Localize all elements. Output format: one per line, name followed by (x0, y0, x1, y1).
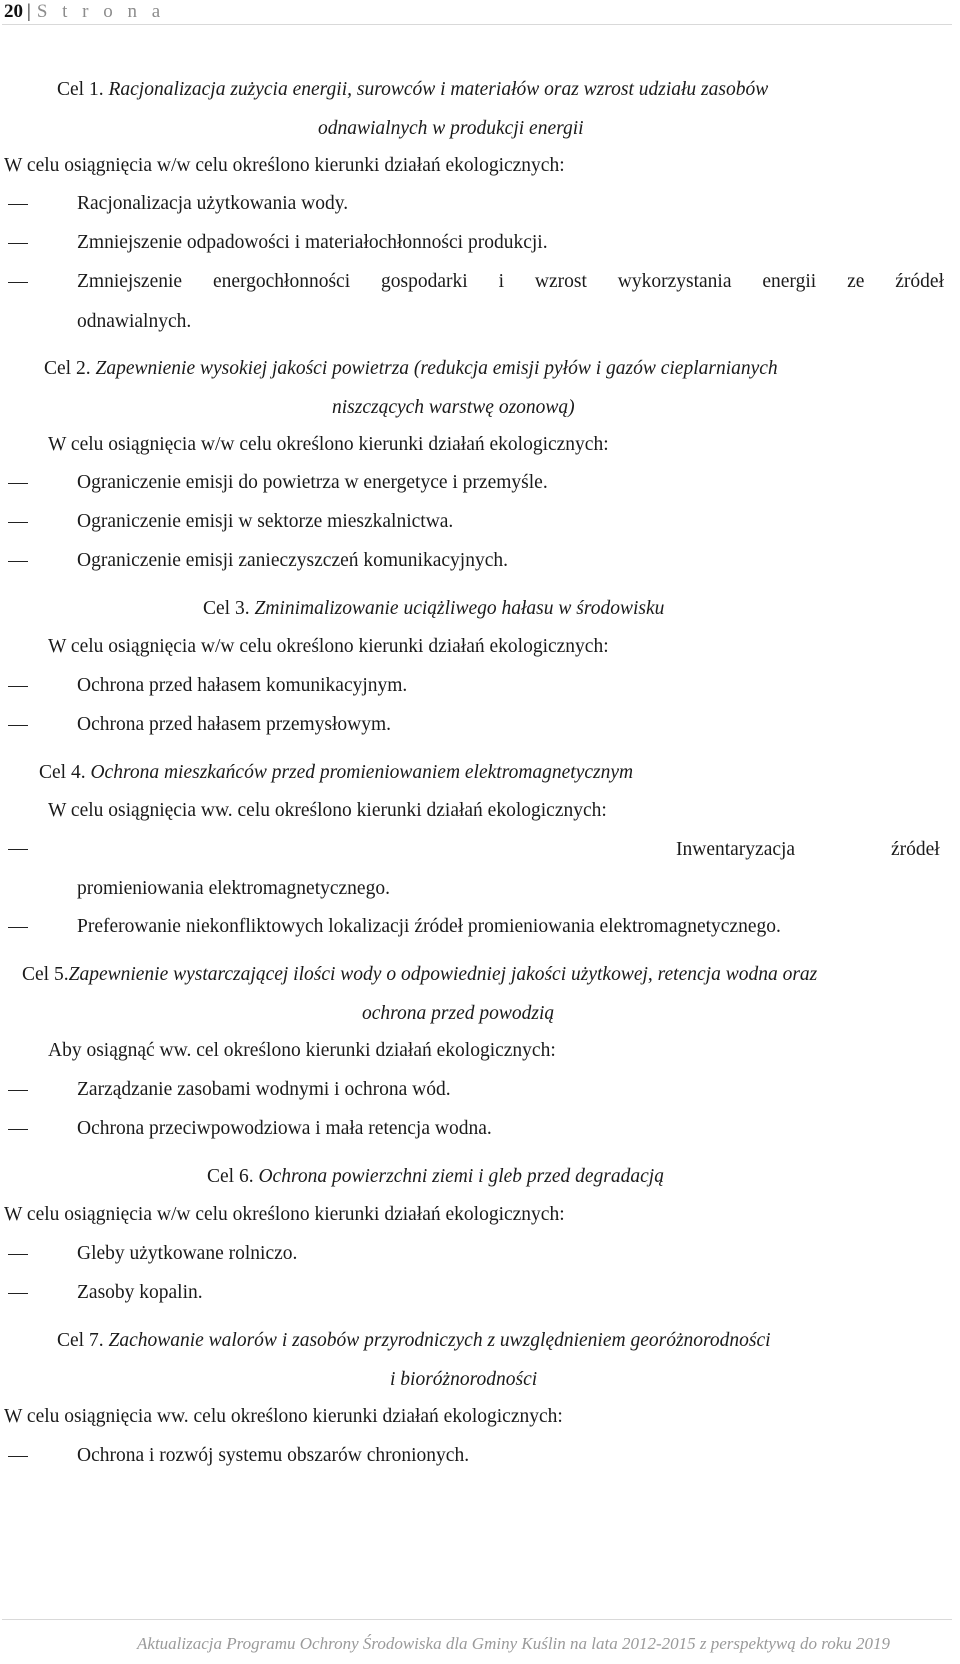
goal-6-intro: W celu osiągnięcia w/w celu określono kierunki działań ekologicznych: (4, 1204, 565, 1225)
bullet-dash (8, 1456, 28, 1457)
goal-4-prefix: Cel 4. (39, 762, 86, 783)
bullet-dash (8, 522, 28, 523)
goal-5-title-line2: ochrona przed powodzią (362, 1003, 555, 1024)
goal-3-prefix: Cel 3. (203, 598, 250, 619)
bullet-dash (8, 686, 28, 687)
goal-6-title-text: Ochrona powierzchni ziemi i gleb przed degradacją (258, 1166, 664, 1187)
goal-1-item-1: Racjonalizacja użytkowania wody. (77, 193, 349, 214)
goal-7-title-line1: Zachowanie walorów i zasobów przyrodniczych z uwzględnieniem georóżnorodności (108, 1330, 771, 1351)
bullet-dash (8, 1090, 28, 1091)
goal-3-item-2: Ochrona przed hałasem przemysłowym. (77, 714, 392, 735)
goal-1-title-line1: Racjonalizacja zużycia energii, surowców i materiałów oraz wzrost udziału zasobów (108, 79, 769, 100)
bullet-dash (8, 243, 28, 244)
goal-7-title-line2: i bioróżnorodności (390, 1369, 538, 1390)
goal-7-intro: W celu osiągnięcia ww. celu określono kierunki działań ekologicznych: (4, 1406, 563, 1427)
bullet-dash (8, 1254, 28, 1255)
header-divider (2, 24, 952, 25)
goal-5-title-line1: Zapewnienie wystarczającej ilości wody o odpowiedniej jakości użytkowej, retencja wodna oraz (68, 964, 818, 985)
goal-2-prefix: Cel 2. (44, 358, 91, 379)
goal-3-intro: W celu osiągnięcia w/w celu określono kierunki działań ekologicznych: (48, 636, 609, 657)
word: energochłonności (212, 271, 351, 292)
goal-4-item-1-line2: promieniowania elektromagnetycznego. (77, 878, 390, 899)
word: źródeł (895, 271, 944, 292)
goal-3-title (203, 596, 664, 622)
page-number: 20 (4, 1, 23, 22)
bullet-dash (8, 1129, 28, 1130)
goal-6-title (207, 1164, 664, 1190)
goal-6-prefix: Cel 6. (207, 1166, 254, 1187)
goal-5-prefix: Cel 5. (22, 964, 69, 985)
word: gospodarki (381, 271, 468, 292)
goal-6-item-1: Gleby użytkowane rolniczo. (77, 1243, 298, 1264)
goal-2-intro: W celu osiągnięcia w/w celu określono kierunki działań ekologicznych: (48, 434, 609, 455)
goal-4-title-text: Ochrona mieszkańców przed promieniowaniem elektromagnetycznym (90, 762, 634, 783)
goal-5-item-2: Ochrona przeciwpowodziowa i mała retencja wodna. (77, 1118, 492, 1139)
goal-1-title-line2: odnawialnych w produkcji energii (318, 118, 584, 139)
goal-5-title (22, 962, 817, 988)
word: i (498, 271, 504, 292)
goal-7-title (57, 1328, 771, 1354)
goal-1-item-3-line1 (77, 269, 944, 295)
goal-2-item-3: Ograniczenie emisji zanieczyszczeń komunikacyjnych. (77, 550, 508, 571)
goal-6-item-2: Zasoby kopalin. (77, 1282, 203, 1303)
goal-7-item-1: Ochrona i rozwój systemu obszarów chronionych. (77, 1445, 470, 1466)
bullet-dash (8, 1293, 28, 1294)
goal-4-item-1-word: źródeł (891, 839, 940, 860)
goal-1-title (57, 77, 768, 103)
goal-2-title (44, 356, 778, 382)
goal-1-prefix: Cel 1. (57, 79, 104, 100)
page-footer: Aktualizacja Programu Ochrony Środowiska dla Gminy Kuślin na lata 2012-2015 z perspektywą do roku 2019 (137, 1634, 890, 1653)
goal-2-item-2: Ograniczenie emisji w sektorze mieszkalnictwa. (77, 511, 454, 532)
bullet-dash (8, 204, 28, 205)
goal-1-intro: W celu osiągnięcia w/w celu określono kierunki działań ekologicznych: (4, 155, 565, 176)
goal-1-item-2: Zmniejszenie odpadowości i materiałochłonności produkcji. (77, 232, 548, 253)
bullet-dash (8, 725, 28, 726)
goal-3-item-1: Ochrona przed hałasem komunikacyjnym. (77, 675, 408, 696)
bullet-dash (8, 561, 28, 562)
word: energii (762, 271, 817, 292)
bullet-dash (8, 849, 28, 850)
goal-2-item-1: Ograniczenie emisji do powietrza w energetyce i przemyśle. (77, 472, 548, 493)
goal-4-item-1-word: Inwentaryzacja (676, 839, 796, 860)
footer-divider (2, 1619, 952, 1620)
goal-5-item-1: Zarządzanie zasobami wodnymi i ochrona wód. (77, 1079, 451, 1100)
bullet-dash (8, 282, 28, 283)
goal-4-title (39, 760, 633, 786)
bullet-dash (8, 483, 28, 484)
bullet-dash (8, 927, 28, 928)
page-word: S t r o n a (36, 1, 166, 22)
page-header (4, 0, 165, 24)
goal-4-intro: W celu osiągnięcia ww. celu określono kierunki działań ekologicznych: (48, 800, 607, 821)
goal-3-title-text: Zminimalizowanie uciążliwego hałasu w środowisku (254, 598, 665, 619)
goal-1-item-3-line2: odnawialnych. (77, 311, 192, 332)
goal-2-title-line1: Zapewnienie wysokiej jakości powietrza (redukcja emisji pyłów i gazów cieplarnianych (95, 358, 778, 379)
word: Zmniejszenie (77, 271, 183, 292)
header-separator: | (27, 1, 31, 22)
goal-5-intro: Aby osiągnąć ww. cel określono kierunki działań ekologicznych: (48, 1040, 556, 1061)
word: wzrost (534, 271, 587, 292)
goal-4-item-2: Preferowanie niekonfliktowych lokalizacji źródeł promieniowania elektromagnetycznego. (77, 916, 781, 937)
word: wykorzystania (617, 271, 732, 292)
word: ze (847, 271, 865, 292)
goal-2-title-line2: niszczących warstwę ozonową) (332, 397, 575, 418)
goal-7-prefix: Cel 7. (57, 1330, 104, 1351)
